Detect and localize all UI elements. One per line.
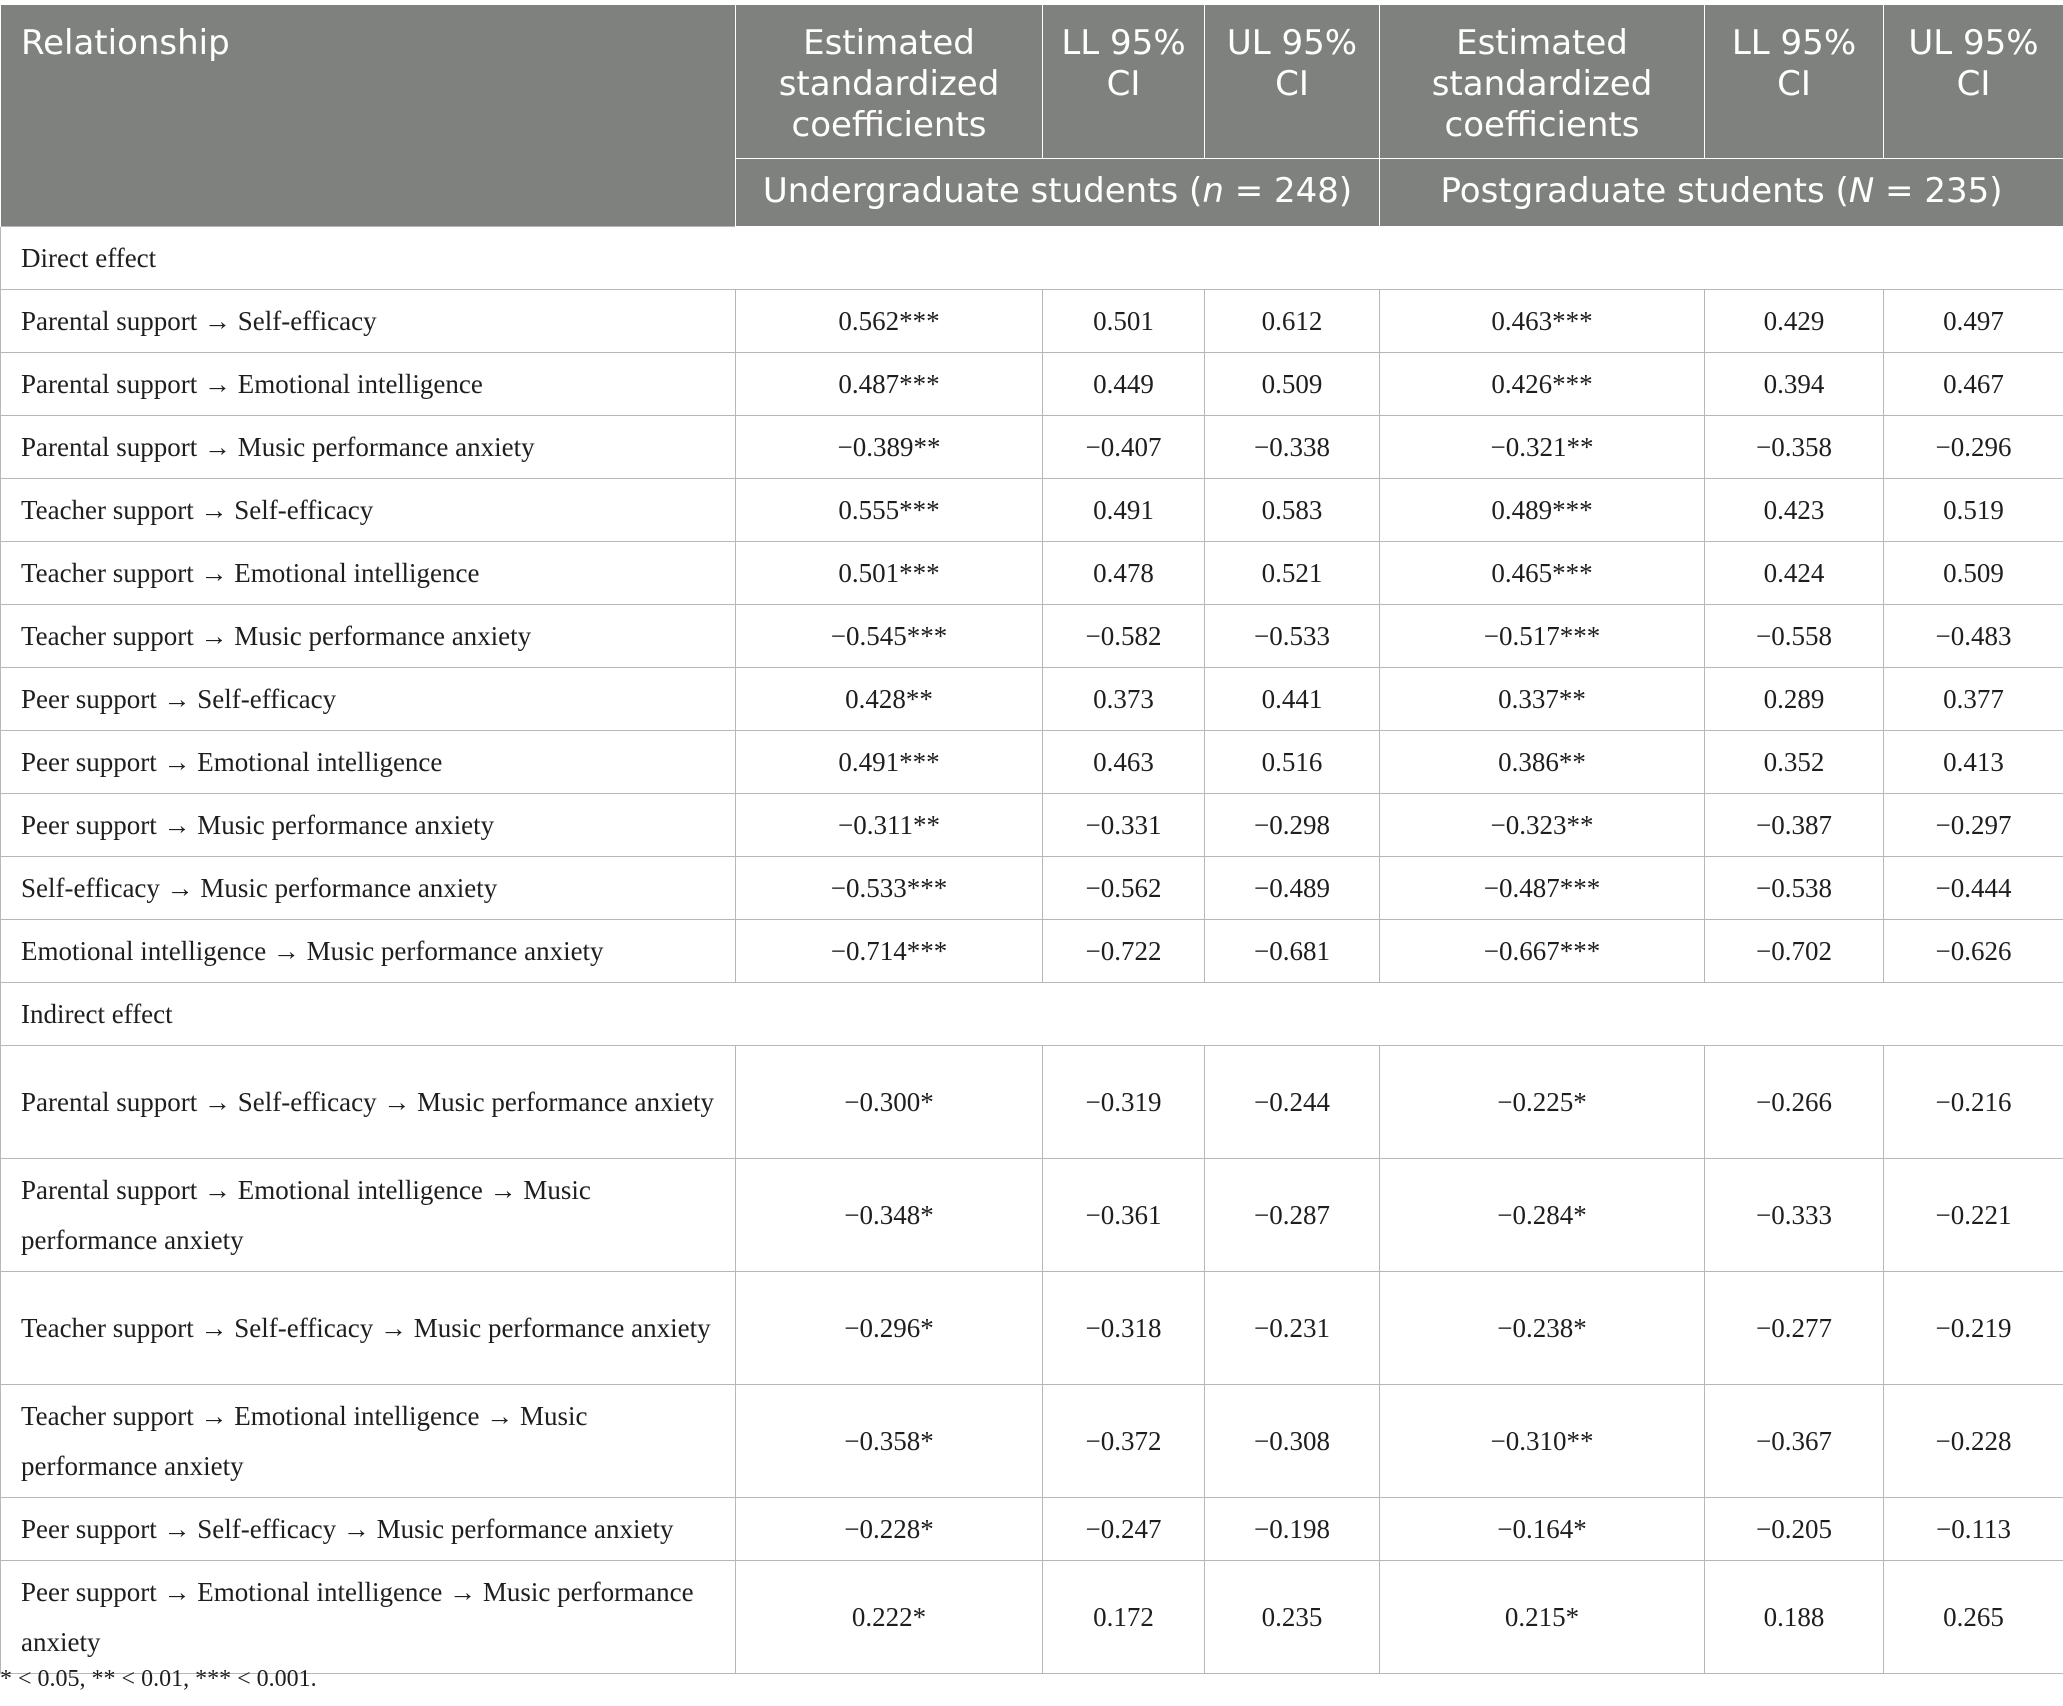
header-group-undergrad [736,159,1380,227]
row-label: Parental support → Self-efficacy → Music performance anxiety [1,1046,736,1159]
ul-undergrad: 0.235 [1205,1561,1380,1674]
header-ul-undergrad: UL 95% CI [1205,5,1380,159]
ll-undergrad: −0.318 [1043,1272,1205,1385]
ul-postgrad: −0.297 [1884,794,2063,857]
ll-postgrad: 0.352 [1705,731,1884,794]
group-undergrad-prefix: Undergraduate students ( [762,171,1203,211]
table-row [1,1046,2063,1159]
table-row [1,1498,2063,1561]
ul-postgrad: −0.221 [1884,1159,2063,1272]
table-row [1,1385,2063,1498]
row-label: Peer support → Emotional intelligence → Music performance anxiety [1,1561,736,1674]
row-label: Teacher support → Emotional intelligence → Music performance anxiety [1,1385,736,1498]
ll-postgrad: 0.424 [1705,542,1884,605]
ul-postgrad: 0.497 [1884,290,2063,353]
ul-undergrad: 0.521 [1205,542,1380,605]
section-indirect-label: Indirect effect [1,983,2063,1046]
ul-undergrad: −0.231 [1205,1272,1380,1385]
coef-undergrad: 0.562*** [736,290,1043,353]
coef-undergrad: 0.487*** [736,353,1043,416]
coef-postgrad: −0.321** [1380,416,1705,479]
row-label: Parental support → Music performance anxiety [1,416,736,479]
ll-undergrad: 0.501 [1043,290,1205,353]
section-row-indirect [1,983,2063,1046]
ul-undergrad: −0.308 [1205,1385,1380,1498]
header-est-coeff-postgrad: Estimated standardized coefficients [1380,5,1705,159]
header-relationship: Relationship [1,5,736,227]
row-label: Parental support → Emotional intelligence [1,353,736,416]
coef-undergrad: 0.428** [736,668,1043,731]
table-row [1,479,2063,542]
coef-undergrad: −0.296* [736,1272,1043,1385]
ll-postgrad: −0.558 [1705,605,1884,668]
row-label: Teacher support → Music performance anxiety [1,605,736,668]
coef-undergrad: −0.533*** [736,857,1043,920]
row-label: Parental support → Self-efficacy [1,290,736,353]
ul-postgrad: 0.377 [1884,668,2063,731]
row-label: Teacher support → Emotional intelligence [1,542,736,605]
coef-postgrad: −0.164* [1380,1498,1705,1561]
ul-postgrad: −0.483 [1884,605,2063,668]
table-row [1,290,2063,353]
ll-undergrad: −0.582 [1043,605,1205,668]
row-label: Teacher support → Self-efficacy → Music performance anxiety [1,1272,736,1385]
row-label: Emotional intelligence → Music performance anxiety [1,920,736,983]
coef-postgrad: 0.426*** [1380,353,1705,416]
ll-undergrad: −0.361 [1043,1159,1205,1272]
ul-undergrad: −0.681 [1205,920,1380,983]
ll-undergrad: −0.372 [1043,1385,1205,1498]
table-body [1,227,2063,1674]
ll-undergrad: −0.407 [1043,416,1205,479]
coef-postgrad: −0.323** [1380,794,1705,857]
ll-undergrad: −0.331 [1043,794,1205,857]
ul-postgrad: −0.296 [1884,416,2063,479]
coef-postgrad: −0.517*** [1380,605,1705,668]
results-table-container [0,4,2063,1674]
row-label: Peer support → Self-efficacy [1,668,736,731]
ll-undergrad: −0.562 [1043,857,1205,920]
ll-undergrad: 0.491 [1043,479,1205,542]
table-row [1,1561,2063,1674]
ul-postgrad: −0.219 [1884,1272,2063,1385]
ll-postgrad: −0.387 [1705,794,1884,857]
group-postgrad-prefix: Postgraduate students ( [1440,171,1849,211]
coef-postgrad: 0.386** [1380,731,1705,794]
table-row [1,794,2063,857]
ll-postgrad: −0.266 [1705,1046,1884,1159]
coef-undergrad: −0.389** [736,416,1043,479]
row-label: Peer support → Emotional intelligence [1,731,736,794]
ll-postgrad: 0.394 [1705,353,1884,416]
coef-undergrad: −0.300* [736,1046,1043,1159]
coef-undergrad: −0.358* [736,1385,1043,1498]
ul-postgrad: 0.509 [1884,542,2063,605]
header-ul-postgrad: UL 95% CI [1884,5,2063,159]
ul-undergrad: 0.509 [1205,353,1380,416]
table-row [1,416,2063,479]
group-postgrad-n: N [1848,171,1875,211]
coef-undergrad: 0.501*** [736,542,1043,605]
ul-postgrad: 0.467 [1884,353,2063,416]
table-footnote: * < 0.05, ** < 0.01, *** < 0.001. [0,1666,317,1692]
table-row [1,542,2063,605]
coef-postgrad: 0.465*** [1380,542,1705,605]
coef-postgrad: −0.238* [1380,1272,1705,1385]
row-label: Self-efficacy → Music performance anxiety [1,857,736,920]
ul-postgrad: −0.216 [1884,1046,2063,1159]
ul-undergrad: 0.441 [1205,668,1380,731]
row-label: Peer support → Self-efficacy → Music performance anxiety [1,1498,736,1561]
coef-postgrad: −0.225* [1380,1046,1705,1159]
ul-undergrad: −0.489 [1205,857,1380,920]
ll-undergrad: 0.478 [1043,542,1205,605]
row-label: Teacher support → Self-efficacy [1,479,736,542]
coef-postgrad: −0.284* [1380,1159,1705,1272]
coef-undergrad: 0.555*** [736,479,1043,542]
ll-postgrad: −0.358 [1705,416,1884,479]
ll-undergrad: −0.319 [1043,1046,1205,1159]
table-row [1,1159,2063,1272]
group-undergrad-n: n [1202,171,1224,211]
table-row [1,1272,2063,1385]
coef-postgrad: 0.337** [1380,668,1705,731]
ul-postgrad: 0.413 [1884,731,2063,794]
coef-postgrad: −0.667*** [1380,920,1705,983]
ul-postgrad: −0.228 [1884,1385,2063,1498]
ul-undergrad: −0.533 [1205,605,1380,668]
coef-postgrad: 0.215* [1380,1561,1705,1674]
ul-undergrad: −0.244 [1205,1046,1380,1159]
ul-undergrad: 0.612 [1205,290,1380,353]
ll-postgrad: −0.702 [1705,920,1884,983]
ll-postgrad: −0.367 [1705,1385,1884,1498]
ul-undergrad: −0.287 [1205,1159,1380,1272]
coef-postgrad: 0.489*** [1380,479,1705,542]
ll-undergrad: 0.373 [1043,668,1205,731]
table-row [1,605,2063,668]
coef-postgrad: −0.487*** [1380,857,1705,920]
row-label: Peer support → Music performance anxiety [1,794,736,857]
ul-postgrad: −0.113 [1884,1498,2063,1561]
section-direct-label: Direct effect [1,227,2063,290]
section-row-direct [1,227,2063,290]
ul-postgrad: 0.519 [1884,479,2063,542]
row-label: Parental support → Emotional intelligence → Music performance anxiety [1,1159,736,1272]
table-header [1,5,2063,227]
group-postgrad-suffix: = 235) [1874,171,2003,211]
header-est-coeff-undergrad: Estimated standardized coefficients [736,5,1043,159]
coef-undergrad: 0.491*** [736,731,1043,794]
table-row [1,920,2063,983]
ll-undergrad: −0.722 [1043,920,1205,983]
ll-postgrad: −0.538 [1705,857,1884,920]
header-ll-postgrad: LL 95% CI [1705,5,1884,159]
coef-undergrad: −0.714*** [736,920,1043,983]
ll-postgrad: 0.188 [1705,1561,1884,1674]
ul-undergrad: −0.298 [1205,794,1380,857]
header-row-columns [1,5,2063,159]
ul-undergrad: 0.516 [1205,731,1380,794]
results-table [0,4,2063,1674]
header-group-postgrad [1380,159,2063,227]
table-row [1,731,2063,794]
coef-undergrad: 0.222* [736,1561,1043,1674]
coef-undergrad: −0.545*** [736,605,1043,668]
coef-undergrad: −0.311** [736,794,1043,857]
ul-undergrad: 0.583 [1205,479,1380,542]
ll-undergrad: 0.463 [1043,731,1205,794]
ll-postgrad: 0.289 [1705,668,1884,731]
ul-undergrad: −0.198 [1205,1498,1380,1561]
table-row [1,353,2063,416]
coef-undergrad: −0.228* [736,1498,1043,1561]
ll-undergrad: 0.449 [1043,353,1205,416]
coef-postgrad: 0.463*** [1380,290,1705,353]
table-row [1,857,2063,920]
ul-postgrad: −0.626 [1884,920,2063,983]
ll-postgrad: −0.277 [1705,1272,1884,1385]
ll-undergrad: 0.172 [1043,1561,1205,1674]
group-undergrad-suffix: = 248) [1223,171,1353,211]
ll-postgrad: 0.429 [1705,290,1884,353]
table-row [1,668,2063,731]
ll-undergrad: −0.247 [1043,1498,1205,1561]
coef-postgrad: −0.310** [1380,1385,1705,1498]
ul-postgrad: 0.265 [1884,1561,2063,1674]
ll-postgrad: 0.423 [1705,479,1884,542]
coef-undergrad: −0.348* [736,1159,1043,1272]
header-ll-undergrad: LL 95% CI [1043,5,1205,159]
ll-postgrad: −0.205 [1705,1498,1884,1561]
ll-postgrad: −0.333 [1705,1159,1884,1272]
ul-undergrad: −0.338 [1205,416,1380,479]
ul-postgrad: −0.444 [1884,857,2063,920]
